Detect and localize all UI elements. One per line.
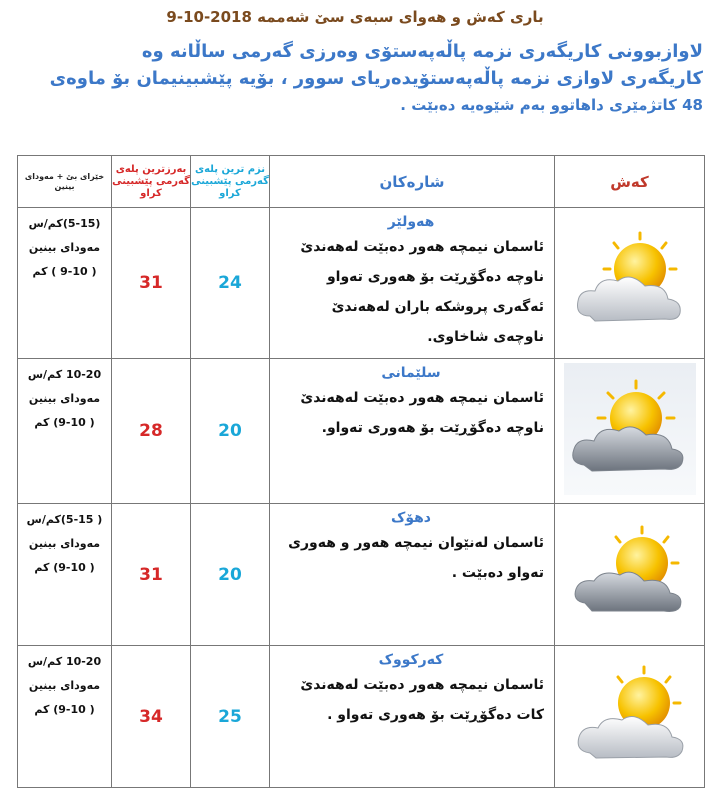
table-row [18, 208, 705, 359]
city-name: هەولێر [387, 214, 435, 230]
max-temp: 28 [112, 359, 191, 504]
description-cell [270, 359, 555, 504]
wind-visibility-cell [18, 504, 112, 646]
description-cell [270, 504, 555, 646]
header-wind-visibility: خێرای بێ + مەودای بینین [18, 156, 112, 208]
description-cell [270, 646, 555, 788]
min-temp: 20 [191, 504, 270, 646]
max-temp: 31 [112, 504, 191, 646]
forecast-text: ئاسمان نیمچە هەور دەبێت لەهەندێ ناوچە دەگۆڕێت بۆ هەوری تەواو. [300, 390, 544, 436]
cloudy-sun-icon [564, 363, 696, 495]
wind-visibility-cell [18, 208, 112, 359]
visibility-label: مەودای بینین [28, 537, 101, 550]
wind-visibility-cell [18, 359, 112, 504]
visibility-range: ( 9-10) کم [34, 561, 95, 574]
forecast-table [17, 155, 705, 788]
visibility-label: مەودای بینین [28, 679, 101, 692]
forecast-title: باری کەش و هەوای سبەی سێ شەممە 2018-10-9 [166, 8, 544, 26]
weather-cell [555, 208, 705, 359]
forecast-text: ئاسمان لەنێوان نیمچە هەور و هەوری تەواو دەبێت . [288, 535, 544, 581]
intro-line-3: 48 کاتژمێری داهاتوو بەم شێوەیە دەبێت . [400, 96, 703, 114]
header-min-temp: نزم ترین پلەی گەرمی پێشبینی کراو [191, 156, 270, 208]
visibility-range: ( 9-10) کم [34, 703, 95, 716]
visibility-label: مەودای بینین [28, 392, 101, 405]
min-temp: 20 [191, 359, 270, 504]
wind-speed: ( 5-15)کم/س [26, 513, 103, 526]
city-name: سلێمانی [381, 365, 441, 381]
wind-speed: 10-20 کم/س [27, 368, 102, 381]
max-temp: 34 [112, 646, 191, 788]
partly-cloudy-sun-icon [570, 665, 690, 765]
visibility-range: ( 9-10) کم [34, 416, 95, 429]
intro-line-2: کاریگەری لاوازی نزمە پاڵەپەستۆیدەریای سوور ، بۆیە پێشبینیمان بۆ ماوەی [49, 68, 703, 89]
partly-cloudy-sun-icon [570, 523, 690, 623]
header-max-temp: بەرزترین پلەی گەرمی پێشبینی کراو [112, 156, 191, 208]
forecast-intro [8, 38, 703, 119]
table-row [18, 646, 705, 788]
visibility-label: مەودای بینین [28, 241, 101, 254]
city-name: دهۆک [390, 510, 431, 526]
partly-cloudy-sun-icon [570, 231, 690, 331]
max-temp: 31 [112, 208, 191, 359]
wind-speed: (5-15)کم/س [28, 217, 101, 230]
table-header-row [18, 156, 705, 208]
city-name: کەرکووک [378, 652, 444, 668]
min-temp: 24 [191, 208, 270, 359]
table-row [18, 359, 705, 504]
forecast-text: ئاسمان نیمچە هەور دەبێت لەهەندێ کات دەگۆڕێت بۆ هەوری تەواو . [300, 677, 544, 723]
header-weather: کەش [555, 156, 705, 208]
min-temp: 25 [191, 646, 270, 788]
header-cities: شارەکان [270, 156, 555, 208]
visibility-range: ( 9-10 ) کم [32, 265, 97, 278]
wind-speed: 10-20 کم/س [27, 655, 102, 668]
table-row [18, 504, 705, 646]
wind-visibility-cell [18, 646, 112, 788]
description-cell [270, 208, 555, 359]
forecast-text: ئاسمان نیمچە هەور دەبێت لەهەندێ ناوچە دەگۆڕێت بۆ هەوری تەواو ئەگەری پروشکە باران لەهەندێ ناوچەی شاخاوی. [300, 239, 544, 345]
weather-cell [555, 359, 705, 504]
weather-cell [555, 504, 705, 646]
intro-line-1: لاوازبوونی کاریگەری نزمە پاڵەپەستۆی وەرزی گەرمی ساڵانە وە [141, 41, 703, 62]
weather-cell [555, 646, 705, 788]
